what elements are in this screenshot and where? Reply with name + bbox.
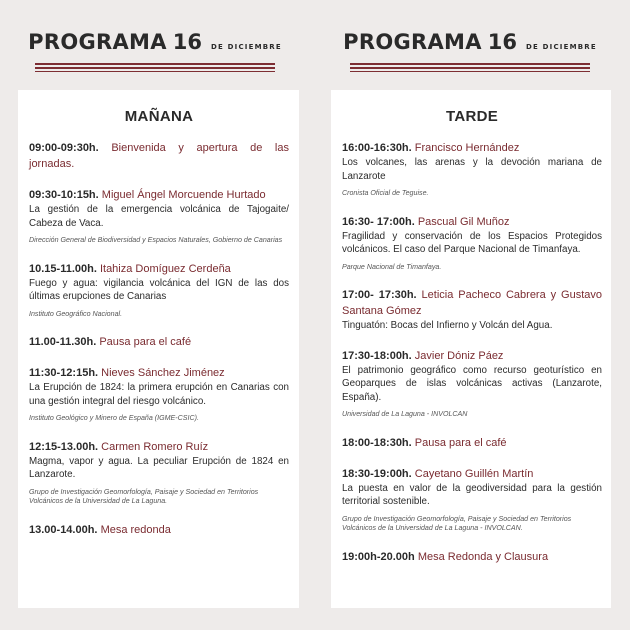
schedule-affiliation: Dirección General de Biodiversidad y Espacios Naturales, Gobierno de Canarias — [29, 236, 283, 244]
schedule-speaker: Cayetano Guillén Martín — [414, 467, 534, 480]
schedule-speaker: Itahiza Domíguez Cerdeña — [99, 262, 231, 275]
schedule-item — [342, 140, 602, 199]
schedule-talk-title: Magma, vapor y agua. La peculiar Erupción de 1824 en Lanzarote. — [29, 455, 289, 480]
schedule-item-heading — [29, 140, 289, 172]
schedule-affiliation: Universidad de La Laguna - INVOLCAN — [342, 410, 468, 418]
schedule-item-heading — [29, 365, 289, 381]
schedule-speaker: Francisco Hernández — [414, 142, 520, 154]
schedule-affiliation: Cronista Oficial de Teguise. — [342, 189, 429, 197]
schedule-item — [342, 435, 602, 451]
schedule-time: 18:00-18:30h. — [342, 436, 412, 449]
schedule-item-heading — [29, 261, 289, 277]
schedule-time: 16:30- 17:00h. — [342, 215, 415, 228]
schedule-item — [29, 334, 289, 350]
program-date: DE DICIEMBRE — [211, 43, 282, 51]
program-day-number: 16 — [172, 30, 203, 54]
schedule-time: 11.00-11.30h. — [29, 336, 97, 348]
schedule-speaker: Miguel Ángel Morcuende Hurtado — [101, 189, 266, 201]
header-divider — [35, 63, 275, 72]
schedule-item-heading — [29, 334, 289, 350]
schedule-item — [342, 214, 602, 273]
schedule-speaker: Mesa redonda — [100, 523, 171, 536]
afternoon-schedule-list — [342, 140, 602, 565]
program-header-left — [28, 30, 282, 74]
program-header-right — [343, 30, 597, 74]
schedule-time: 16:00-16:30h. — [342, 142, 412, 154]
schedule-time: 17:00- 17:30h. — [342, 289, 417, 301]
program-title — [343, 30, 597, 54]
schedule-item — [29, 365, 289, 424]
schedule-item-heading — [342, 435, 602, 451]
schedule-item-heading — [342, 466, 602, 482]
schedule-speaker: Pausa para el café — [414, 436, 507, 449]
schedule-item-heading — [29, 187, 289, 203]
morning-schedule-list — [29, 140, 289, 538]
schedule-talk-title: La gestión de la emergencia volcánica de Tajogaite/ Cabeza de Vaca. — [29, 204, 289, 229]
schedule-item-heading — [342, 549, 602, 565]
schedule-speaker: Nieves Sánchez Jiménez — [101, 367, 225, 379]
schedule-time: 12:15-13.00h. — [29, 440, 99, 453]
schedule-time: 09:00-09:30h. — [29, 142, 99, 154]
program-title — [28, 30, 282, 54]
schedule-affiliation: Instituto Geográfico Nacional. — [29, 309, 123, 318]
schedule-item — [342, 287, 602, 333]
schedule-speaker: Leticia Pacheco Cabrera y Gustavo Santana Gómez — [342, 289, 602, 317]
schedule-speaker: Javier Dóniz Páez — [414, 349, 504, 362]
schedule-speaker: Pausa para el café — [99, 336, 192, 348]
program-date: DE DICIEMBRE — [526, 43, 597, 51]
schedule-item — [29, 140, 289, 172]
schedule-item-heading — [342, 214, 602, 230]
schedule-speaker: Carmen Romero Ruíz — [101, 440, 209, 453]
schedule-time: 13.00-14.00h. — [29, 523, 98, 536]
schedule-talk-title: La puesta en valor de la geodiversidad para la gestión territorial sostenible. — [342, 482, 602, 507]
schedule-time: 18:30-19:00h. — [342, 467, 412, 480]
schedule-item-heading — [29, 439, 289, 455]
schedule-item-heading — [342, 348, 602, 364]
header-divider — [350, 63, 590, 72]
schedule-speaker: Mesa Redonda y Clausura — [417, 550, 549, 563]
afternoon-title: TARDE — [445, 108, 499, 125]
schedule-item — [29, 439, 289, 507]
schedule-talk-title: El patrimonio geográfico como recurso geoturístico en Geoparques de islas volcánicas activas (Lanzarote, España). — [342, 364, 602, 403]
schedule-affiliation: Instituto Geológico y Minero de España (IGME-CSIC). — [29, 414, 199, 422]
schedule-item — [29, 261, 289, 320]
schedule-item — [29, 187, 289, 246]
schedule-time: 09:30-10:15h. — [29, 189, 99, 201]
morning-title: MAÑANA — [124, 108, 194, 125]
schedule-affiliation: Grupo de Investigación Geomorfología, Paisaje y Sociedad en Territorios Volcánicos de la Universidad de La Laguna. — [29, 487, 259, 505]
program-day-number: 16 — [487, 30, 518, 54]
schedule-item-heading — [29, 522, 289, 538]
schedule-talk-title: La Erupción de 1824: la primera erupción en Canarias con una gestión integral del riesgo volcánico. — [29, 382, 289, 407]
schedule-time: 17:30-18:00h. — [342, 349, 412, 362]
schedule-time: 10.15-11.00h. — [29, 262, 97, 275]
schedule-item — [342, 466, 602, 534]
schedule-item — [29, 522, 289, 538]
schedule-item — [342, 348, 602, 420]
morning-schedule-card — [18, 90, 299, 608]
program-word: PROGRAMA — [28, 30, 167, 54]
schedule-talk-title: Fuego y agua: vigilancia volcánica del IGN de las dos últimas erupciones de Canarias — [29, 277, 289, 302]
schedule-talk-title: Tinguatón: Bocas del Infierno y Volcán del Agua. — [342, 320, 553, 331]
schedule-affiliation: Grupo de Investigación Geomorfología, Paisaje y Sociedad en Territorios Volcánicos de la Universidad de La Laguna - INVOLCAN. — [342, 514, 572, 532]
schedule-talk-title: Fragilidad y conservación de los Espacios Protegidos volcánicos. El caso del Parque Nacional de Timanfaya. — [342, 230, 602, 255]
schedule-affiliation: Parque Nacional de Timanfaya. — [342, 262, 442, 271]
schedule-speaker: Bienvenida y apertura de las jornadas. — [29, 142, 289, 170]
schedule-item-heading — [342, 287, 602, 319]
schedule-speaker: Pascual Gil Muñoz — [417, 215, 510, 228]
schedule-time: 19:00h-20.00h — [342, 550, 415, 563]
schedule-item — [342, 549, 602, 565]
schedule-item-heading — [342, 140, 602, 156]
afternoon-schedule-card — [331, 90, 611, 608]
program-word: PROGRAMA — [343, 30, 482, 54]
schedule-time: 11:30-12:15h. — [29, 367, 99, 379]
schedule-talk-title: Los volcanes, las arenas y la devoción mariana de Lanzarote — [342, 157, 602, 182]
